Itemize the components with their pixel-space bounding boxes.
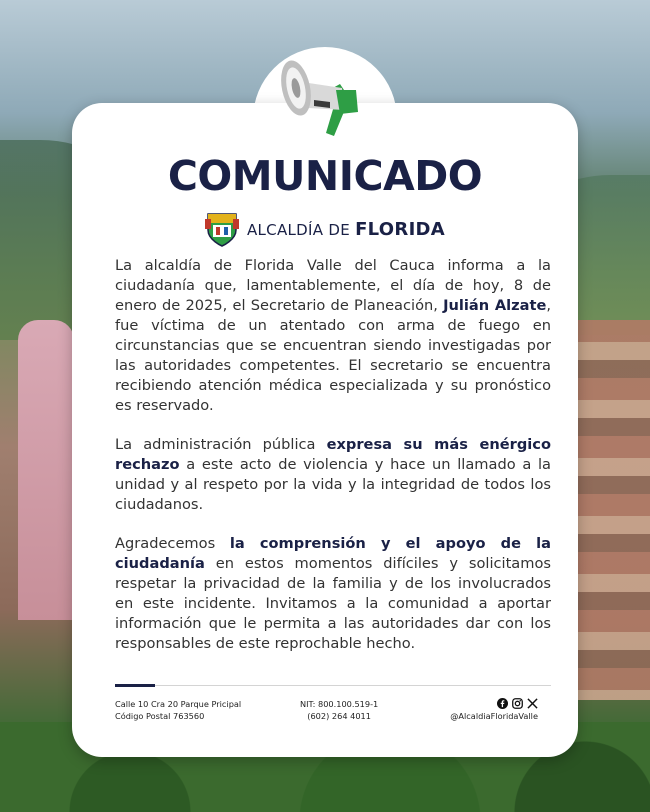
nit-number: NIT: 800.100.519-1	[300, 699, 379, 709]
logo-text	[247, 219, 445, 240]
address-line: Calle 10 Cra 20 Parque Pricipal	[115, 699, 242, 709]
x-icon[interactable]	[527, 698, 538, 709]
footer-social	[420, 698, 538, 722]
background-church-tower	[18, 320, 74, 620]
social-icons	[420, 698, 538, 709]
social-handle[interactable]: @AlcaldiaFloridaValle	[450, 711, 538, 721]
paragraph-1: La alcaldía de Florida Valle del Cauca informa a la ciudadanía que, lamentablemente, el día de hoy, 8 de enero de 2025, el Secretario de Planeación, Julián Alzate, fue víctima de un atentado con arma de fuego en circunstancias que se encuentran siendo investigadas por las autoridades competentes. El secretario se encuentra recibiendo atención médica especializada y su pronóstico es reservado.	[115, 257, 551, 414]
instagram-icon[interactable]	[512, 698, 523, 709]
megaphone-icon	[274, 56, 366, 152]
page-title: COMUNICADO	[167, 152, 483, 200]
announcement-body	[115, 256, 551, 673]
footer-divider-accent	[115, 684, 155, 687]
paragraph-2: La administración pública expresa su más enérgico rechazo a este acto de violencia y hace un llamado a la unidad y al respeto por la vida y la integridad de todos los ciudadanos.	[115, 436, 551, 513]
paragraph-3: Agradecemos la comprensión y el apoyo de la ciudadanía en estos momentos difíciles y solicitamos respetar la privacidad de la familia y de los involucrados en este incidente. Invitamos a la comunidad a aportar información que le permita a las autoridades dar con los responsables de este reprochable hecho.	[115, 535, 551, 652]
footer-divider	[115, 685, 551, 686]
footer-address	[115, 698, 241, 722]
phone-number: (602) 264 4011	[307, 711, 371, 721]
municipality-logo	[72, 208, 578, 250]
facebook-icon[interactable]	[497, 698, 508, 709]
secretary-name: Julián Alzate	[443, 297, 547, 314]
footer-contact	[300, 698, 378, 722]
logo-name: FLORIDA	[355, 218, 446, 240]
logo-prefix: ALCALDÍA DE	[246, 220, 350, 239]
postal-code: Código Postal 763560	[115, 711, 205, 721]
shield-icon	[205, 210, 239, 248]
